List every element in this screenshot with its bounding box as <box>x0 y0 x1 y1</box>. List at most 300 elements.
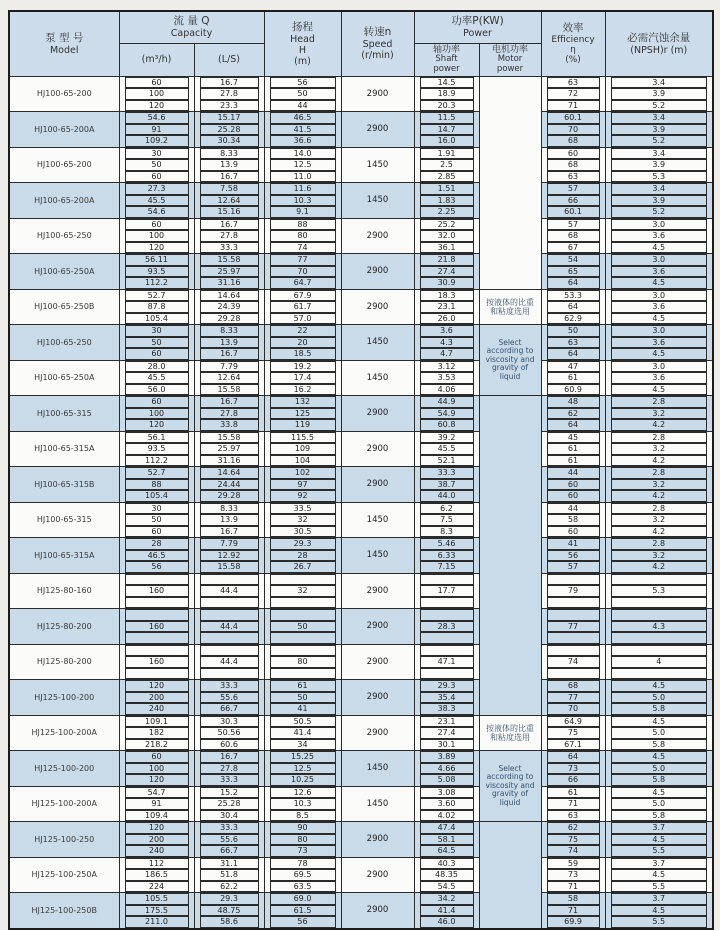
head-header-unit: (m) <box>294 55 311 67</box>
cell-shaft-power <box>414 703 479 715</box>
cell-capacity-m3h <box>119 266 194 278</box>
cell-shaft-power <box>414 490 479 502</box>
cell-shaft-power <box>414 289 479 301</box>
cell-capacity-m3h <box>119 715 194 727</box>
cell-model: HJ125-100-200 <box>9 751 119 787</box>
cell-capacity-ls <box>194 561 264 573</box>
cell-npsh <box>605 360 713 372</box>
cell-capacity-ls-value: 15.58 <box>200 384 259 396</box>
cell-shaft-power-value: 6.2 <box>420 503 474 515</box>
cell-npsh-value: 3.9 <box>611 195 708 207</box>
cell-efficiency-value: 73 <box>547 869 600 881</box>
cell-capacity-m3h-value: 50 <box>125 159 189 171</box>
cell-head <box>264 266 341 278</box>
cell-capacity-ls-value: 66.7 <box>200 703 259 715</box>
cell-capacity-m3h-value: 56.11 <box>125 254 189 266</box>
cell-efficiency-value: 68 <box>547 680 600 692</box>
cell-shaft-power-value: 30.1 <box>420 739 474 751</box>
cell-capacity-m3h-value: 240 <box>125 703 189 715</box>
cell-head <box>264 360 341 372</box>
cell-shaft-power <box>414 727 479 739</box>
cell-npsh <box>605 396 713 408</box>
cell-efficiency-value: 73 <box>547 763 600 775</box>
cell-capacity-ls-value: 48.75 <box>200 905 259 917</box>
cell-capacity-m3h <box>119 100 194 112</box>
cell-shaft-power <box>414 644 479 656</box>
cell-model: HJ100-65-250A <box>9 360 119 396</box>
cell-capacity-ls <box>194 644 264 656</box>
cell-capacity-m3h-value: 56.1 <box>125 432 189 444</box>
cell-efficiency <box>541 845 605 857</box>
cell-npsh <box>605 490 713 502</box>
cell-npsh <box>605 893 713 905</box>
cell-capacity-ls <box>194 514 264 526</box>
cell-shaft-power <box>414 396 479 408</box>
cell-capacity-m3h-value: 105.5 <box>125 893 189 905</box>
cell-head-value <box>270 597 336 609</box>
cell-capacity-m3h-value: 100 <box>125 408 189 420</box>
cell-npsh <box>605 597 713 609</box>
cell-efficiency <box>541 289 605 301</box>
cell-capacity-m3h <box>119 124 194 136</box>
table-row <box>9 893 713 905</box>
cell-efficiency-value: 53.3 <box>547 290 600 302</box>
efficiency-header-zh: 效率 <box>562 22 584 35</box>
table-row <box>9 786 713 798</box>
cell-shaft-power <box>414 301 479 313</box>
cell-shaft-power <box>414 254 479 266</box>
cell-model: HJ100-65-315B <box>9 467 119 503</box>
cell-capacity-ls <box>194 550 264 562</box>
cell-efficiency-value: 64 <box>547 751 600 763</box>
cell-npsh-value: 3.2 <box>611 479 708 491</box>
cell-efficiency-value <box>547 632 600 644</box>
cell-npsh <box>605 881 713 893</box>
cell-capacity-ls-value: 27.8 <box>200 763 259 775</box>
cell-shaft-power-value: 40.3 <box>420 858 474 870</box>
cell-npsh-value <box>611 597 708 609</box>
cell-npsh-value: 3.6 <box>611 301 708 313</box>
cell-capacity-ls <box>194 467 264 479</box>
cell-capacity-ls <box>194 715 264 727</box>
cell-head-value: 97 <box>270 479 336 491</box>
cell-efficiency <box>541 526 605 538</box>
cell-efficiency-value: 66 <box>547 195 600 207</box>
cell-head <box>264 786 341 798</box>
cell-head <box>264 727 341 739</box>
cell-efficiency <box>541 230 605 242</box>
cell-efficiency-value: 64 <box>547 301 600 313</box>
cell-npsh <box>605 159 713 171</box>
cell-head <box>264 100 341 112</box>
cell-capacity-ls-value: 13.9 <box>200 159 259 171</box>
cell-capacity-ls-value: 16.7 <box>200 219 259 231</box>
cell-head <box>264 715 341 727</box>
cell-shaft-power-value: 33.3 <box>420 467 474 479</box>
cell-shaft-power <box>414 147 479 159</box>
cell-capacity-m3h <box>119 301 194 313</box>
cell-capacity-m3h <box>119 692 194 704</box>
cell-npsh <box>605 668 713 680</box>
cell-shaft-power-value: 4.02 <box>420 810 474 822</box>
cell-capacity-m3h <box>119 348 194 360</box>
cell-shaft-power-value: 25.2 <box>420 219 474 231</box>
cell-head <box>264 88 341 100</box>
cell-capacity-m3h-value: 100 <box>125 88 189 100</box>
cell-efficiency <box>541 254 605 266</box>
cell-shaft-power <box>414 550 479 562</box>
cell-efficiency <box>541 206 605 218</box>
cell-head-value: 29.3 <box>270 538 336 550</box>
col-header-motor-power <box>479 43 541 76</box>
cell-head <box>264 692 341 704</box>
cell-head <box>264 135 341 147</box>
cell-capacity-ls-value: 13.9 <box>200 337 259 349</box>
cell-model: HJ100-65-315 <box>9 396 119 432</box>
cell-head <box>264 325 341 337</box>
cell-capacity-ls-value: 12.64 <box>200 195 259 207</box>
cell-shaft-power <box>414 893 479 905</box>
cell-shaft-power <box>414 656 479 668</box>
cell-npsh <box>605 561 713 573</box>
cell-shaft-power-value: 20.3 <box>420 100 474 112</box>
cell-capacity-ls <box>194 313 264 325</box>
cell-npsh <box>605 810 713 822</box>
table-row <box>9 289 713 301</box>
speed-header-en: Speed <box>362 39 393 51</box>
cell-head <box>264 550 341 562</box>
cell-shaft-power-value: 1.51 <box>420 183 474 195</box>
cell-efficiency-value: 44 <box>547 503 600 515</box>
cell-npsh <box>605 763 713 775</box>
cell-capacity-m3h <box>119 325 194 337</box>
cell-head-value: 16.2 <box>270 384 336 396</box>
cell-capacity-ls-value: 55.6 <box>200 834 259 846</box>
cell-head <box>264 893 341 905</box>
cell-capacity-ls-value <box>200 597 259 609</box>
cell-efficiency <box>541 857 605 869</box>
cell-npsh-value: 4.5 <box>611 716 708 728</box>
cell-efficiency <box>541 715 605 727</box>
cell-shaft-power <box>414 76 479 88</box>
cell-capacity-ls <box>194 490 264 502</box>
cell-capacity-ls-value: 15.58 <box>200 432 259 444</box>
cell-shaft-power-value: 32.0 <box>420 230 474 242</box>
cell-capacity-m3h <box>119 88 194 100</box>
cell-npsh-value: 5.0 <box>611 798 708 810</box>
cell-head <box>264 230 341 242</box>
cell-efficiency <box>541 869 605 881</box>
cell-capacity-ls-value: 27.8 <box>200 230 259 242</box>
cell-capacity-m3h <box>119 573 194 585</box>
cell-head-value: 10.25 <box>270 774 336 786</box>
cell-shaft-power <box>414 88 479 100</box>
cell-head-value: 63.5 <box>270 881 336 893</box>
cell-head-value: 80 <box>270 230 336 242</box>
cell-npsh-value: 4.5 <box>611 787 708 799</box>
cell-efficiency <box>541 739 605 751</box>
cell-capacity-m3h <box>119 739 194 751</box>
cell-capacity-ls <box>194 266 264 278</box>
cell-capacity-m3h <box>119 893 194 905</box>
cell-speed: 1450 <box>341 538 414 574</box>
cell-capacity-m3h <box>119 419 194 431</box>
cell-efficiency <box>541 218 605 230</box>
cell-efficiency-value: 45 <box>547 432 600 444</box>
cell-npsh-value: 3.7 <box>611 858 708 870</box>
cell-capacity-m3h-value: 93.5 <box>125 443 189 455</box>
cell-capacity-m3h-value: 56 <box>125 561 189 573</box>
cell-head <box>264 502 341 514</box>
cell-npsh-value: 3.0 <box>611 325 708 337</box>
cell-capacity-m3h-value: 30 <box>125 503 189 515</box>
cell-head-value: 61.7 <box>270 301 336 313</box>
cell-head <box>264 218 341 230</box>
cell-efficiency-value: 50 <box>547 325 600 337</box>
cell-shaft-power <box>414 337 479 349</box>
ls-label: (L/S) <box>218 54 240 65</box>
cell-head-value: 109 <box>270 443 336 455</box>
cell-shaft-power-value: 18.9 <box>420 88 474 100</box>
cell-shaft-power-value: 17.7 <box>420 585 474 597</box>
table-row <box>9 680 713 692</box>
cell-capacity-m3h <box>119 668 194 680</box>
cell-shaft-power <box>414 561 479 573</box>
cell-capacity-m3h-value: 27.3 <box>125 183 189 195</box>
cell-model: HJ125-100-200 <box>9 680 119 716</box>
cell-efficiency <box>541 76 605 88</box>
cell-capacity-m3h-value: 46.5 <box>125 550 189 562</box>
cell-capacity-m3h <box>119 644 194 656</box>
cell-capacity-ls-value: 16.7 <box>200 348 259 360</box>
cell-capacity-m3h-value: 120 <box>125 100 189 112</box>
cell-capacity-ls <box>194 360 264 372</box>
cell-shaft-power-value: 14.7 <box>420 124 474 136</box>
cell-npsh-value: 4.5 <box>611 680 708 692</box>
cell-capacity-m3h-value: 105.4 <box>125 490 189 502</box>
cell-capacity-ls <box>194 857 264 869</box>
cell-capacity-m3h <box>119 171 194 183</box>
cell-efficiency <box>541 419 605 431</box>
cell-shaft-power-value: 2.5 <box>420 159 474 171</box>
cell-head <box>264 538 341 550</box>
cell-capacity-ls-value: 16.7 <box>200 526 259 538</box>
cell-speed: 2900 <box>341 715 414 751</box>
cell-head-value: 56 <box>270 77 336 89</box>
cell-npsh <box>605 408 713 420</box>
cell-shaft-power-value: 8.3 <box>420 526 474 538</box>
cell-head <box>264 526 341 538</box>
cell-npsh <box>605 869 713 881</box>
cell-shaft-power <box>414 916 479 929</box>
cell-capacity-m3h <box>119 502 194 514</box>
cell-npsh <box>605 183 713 195</box>
cell-shaft-power-value: 4.66 <box>420 763 474 775</box>
col-header-shaft-power <box>414 43 479 76</box>
cell-npsh-value: 5.3 <box>611 171 708 183</box>
cell-capacity-m3h <box>119 384 194 396</box>
cell-capacity-m3h <box>119 905 194 917</box>
cell-npsh <box>605 266 713 278</box>
npsh-header-en: (NPSH)r (m) <box>630 44 688 56</box>
cell-model: HJ125-100-250A <box>9 857 119 893</box>
cell-npsh-value: 3.0 <box>611 254 708 266</box>
cell-capacity-m3h <box>119 845 194 857</box>
cell-npsh-value: 4.2 <box>611 419 708 431</box>
cell-capacity-ls <box>194 905 264 917</box>
cell-efficiency <box>541 703 605 715</box>
cell-shaft-power-value: 30.9 <box>420 277 474 289</box>
cell-efficiency <box>541 277 605 289</box>
cell-shaft-power-value <box>420 632 474 644</box>
cell-head <box>264 195 341 207</box>
cell-efficiency-value: 77 <box>547 621 600 633</box>
cell-capacity-ls <box>194 419 264 431</box>
cell-efficiency <box>541 798 605 810</box>
cell-npsh <box>605 857 713 869</box>
cell-speed: 2900 <box>341 218 414 254</box>
table-row <box>9 609 713 621</box>
cell-capacity-ls <box>194 242 264 254</box>
col-header-model <box>9 11 119 76</box>
cell-head <box>264 857 341 869</box>
cell-capacity-ls <box>194 206 264 218</box>
cell-shaft-power-value: 5.08 <box>420 774 474 786</box>
cell-npsh <box>605 632 713 644</box>
efficiency-header-unit: (%) <box>565 55 581 66</box>
cell-capacity-m3h <box>119 916 194 929</box>
cell-speed: 2900 <box>341 822 414 858</box>
cell-npsh-value: 4.5 <box>611 834 708 846</box>
cell-head-value: 12.6 <box>270 787 336 799</box>
cell-capacity-ls <box>194 348 264 360</box>
cell-shaft-power-value: 16.0 <box>420 135 474 147</box>
cell-head-value: 41.5 <box>270 124 336 136</box>
cell-speed: 2900 <box>341 254 414 290</box>
cell-shaft-power-value: 7.5 <box>420 514 474 526</box>
cell-efficiency <box>541 479 605 491</box>
cell-npsh <box>605 242 713 254</box>
cell-efficiency-value: 62 <box>547 408 600 420</box>
cell-shaft-power-value: 38.3 <box>420 703 474 715</box>
cell-capacity-m3h-value: 87.8 <box>125 301 189 313</box>
cell-capacity-ls <box>194 147 264 159</box>
cell-efficiency <box>541 822 605 834</box>
cell-shaft-power-value: 23.1 <box>420 716 474 728</box>
cell-head-value: 33.5 <box>270 503 336 515</box>
cell-head-value: 36.6 <box>270 135 336 147</box>
cell-npsh-value: 3.2 <box>611 514 708 526</box>
cell-capacity-ls-value: 25.97 <box>200 266 259 278</box>
cell-capacity-m3h <box>119 372 194 384</box>
cell-capacity-m3h-value <box>125 609 189 621</box>
cell-capacity-ls <box>194 621 264 633</box>
cell-efficiency-value: 63 <box>547 77 600 89</box>
cell-capacity-m3h-value: 100 <box>125 763 189 775</box>
cell-npsh-value: 3.4 <box>611 148 708 160</box>
cell-shaft-power <box>414 822 479 834</box>
cell-shaft-power-value: 3.53 <box>420 372 474 384</box>
cell-efficiency <box>541 585 605 597</box>
cell-npsh <box>605 692 713 704</box>
cell-capacity-m3h <box>119 869 194 881</box>
cell-head <box>264 774 341 786</box>
cell-capacity-m3h-value: 175.5 <box>125 905 189 917</box>
cell-capacity-m3h-value: 28 <box>125 538 189 550</box>
cell-efficiency-value: 62 <box>547 822 600 834</box>
cell-capacity-ls-value: 7.58 <box>200 183 259 195</box>
cell-speed: 2900 <box>341 893 414 929</box>
cell-head-value: 50 <box>270 88 336 100</box>
cell-capacity-ls <box>194 408 264 420</box>
cell-capacity-m3h-value: 60 <box>125 396 189 408</box>
cell-capacity-ls-value: 51.8 <box>200 869 259 881</box>
cell-shaft-power-value: 34.2 <box>420 893 474 905</box>
cell-shaft-power-value: 54.5 <box>420 881 474 893</box>
cell-npsh <box>605 916 713 929</box>
cell-capacity-m3h-value: 120 <box>125 419 189 431</box>
cell-shaft-power <box>414 514 479 526</box>
cell-head <box>264 798 341 810</box>
cell-npsh-value: 3.4 <box>611 183 708 195</box>
cell-efficiency <box>541 656 605 668</box>
cell-capacity-ls-value: 33.3 <box>200 242 259 254</box>
cell-efficiency-value: 69.9 <box>547 916 600 928</box>
table-row <box>9 857 713 869</box>
table-row <box>9 644 713 656</box>
cell-capacity-m3h-value: 186.5 <box>125 869 189 881</box>
cell-efficiency <box>541 502 605 514</box>
cell-head <box>264 822 341 834</box>
cell-capacity-ls-value: 33.3 <box>200 680 259 692</box>
cell-npsh-value: 4.5 <box>611 313 708 325</box>
col-header-speed <box>341 11 414 76</box>
cell-shaft-power-value <box>420 645 474 657</box>
cell-head-value: 12.5 <box>270 763 336 775</box>
cell-shaft-power <box>414 124 479 136</box>
cell-npsh <box>605 703 713 715</box>
cell-efficiency-value: 70 <box>547 703 600 715</box>
cell-capacity-m3h <box>119 467 194 479</box>
cell-npsh-value: 3.2 <box>611 443 708 455</box>
cell-capacity-ls-value: 24.39 <box>200 301 259 313</box>
cell-efficiency <box>541 834 605 846</box>
cell-head <box>264 597 341 609</box>
cell-head-value: 56 <box>270 916 336 928</box>
cell-head <box>264 703 341 715</box>
cell-capacity-m3h-value: 60 <box>125 526 189 538</box>
table-row <box>9 112 713 124</box>
cell-shaft-power <box>414 135 479 147</box>
cell-capacity-m3h <box>119 609 194 621</box>
cell-capacity-ls <box>194 810 264 822</box>
cell-npsh-value: 4.5 <box>611 384 708 396</box>
cell-npsh <box>605 538 713 550</box>
cell-capacity-ls-value: 15.17 <box>200 112 259 124</box>
cell-npsh-value: 4.5 <box>611 348 708 360</box>
cell-capacity-ls <box>194 751 264 763</box>
cell-speed: 2900 <box>341 76 414 112</box>
table-row <box>9 573 713 585</box>
cell-capacity-m3h-value: 120 <box>125 822 189 834</box>
capacity-header-en: Capacity <box>170 28 213 40</box>
cell-capacity-ls <box>194 88 264 100</box>
cell-head <box>264 916 341 929</box>
cell-capacity-ls <box>194 881 264 893</box>
cell-efficiency-value: 56 <box>547 550 600 562</box>
cell-shaft-power-value: 64.5 <box>420 845 474 857</box>
power-header-en: Power <box>463 28 492 40</box>
